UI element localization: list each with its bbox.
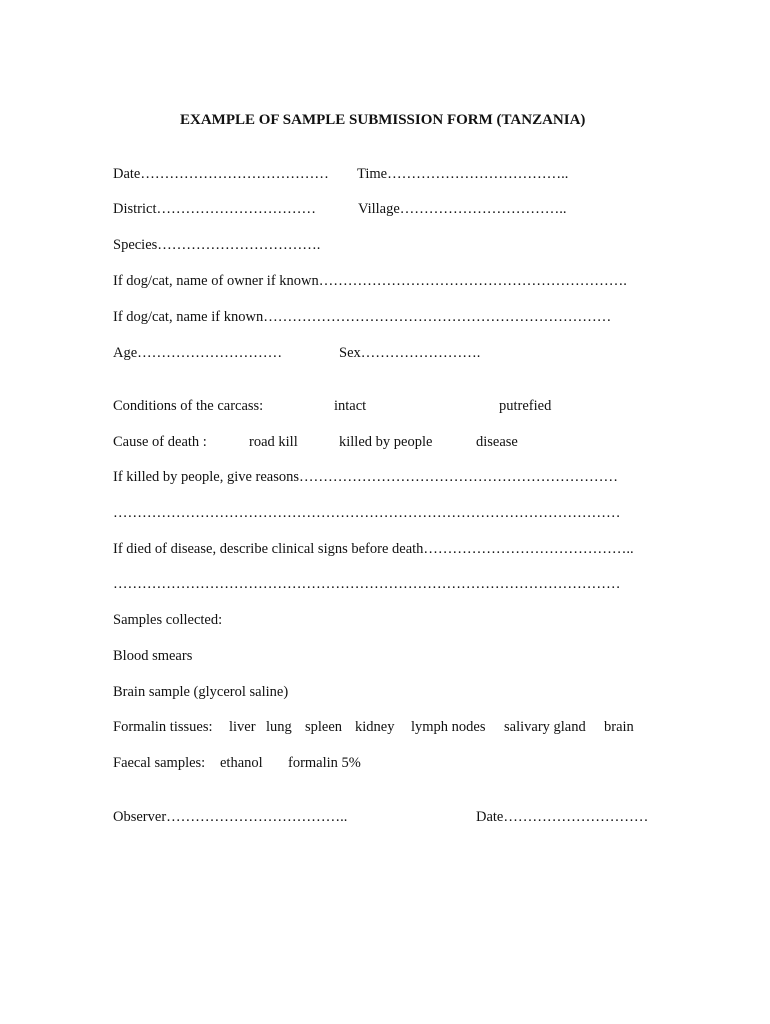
cause-of-death-label: Cause of death : <box>113 434 207 450</box>
cause-option-road-kill[interactable]: road kill <box>249 434 298 450</box>
carcass-option-putrefied[interactable]: putrefied <box>499 398 552 414</box>
district-field[interactable]: District…………………………… <box>113 201 316 217</box>
formalin-option-salivary-gland[interactable]: salivary gland <box>504 719 586 735</box>
species-field[interactable]: Species……………………………. <box>113 237 321 253</box>
animal-name-field[interactable]: If dog/cat, name if known……………………………………………………………… <box>113 309 612 325</box>
carcass-option-intact[interactable]: intact <box>334 398 367 414</box>
formalin-option-liver[interactable]: liver <box>229 719 256 735</box>
owner-name-field[interactable]: If dog/cat, name of owner if known………………………………………………………. <box>113 273 627 289</box>
cause-option-killed-by-people[interactable]: killed by people <box>339 434 433 450</box>
formalin-option-lymph-nodes[interactable]: lymph nodes <box>411 719 486 735</box>
sample-brain[interactable]: Brain sample (glycerol saline) <box>113 684 289 700</box>
faecal-option-formalin[interactable]: formalin 5% <box>288 755 361 771</box>
age-field[interactable]: Age………………………… <box>113 345 283 361</box>
formalin-option-brain[interactable]: brain <box>604 719 634 735</box>
cause-option-disease[interactable]: disease <box>476 434 518 450</box>
killed-reasons-field[interactable]: If killed by people, give reasons………………………………………………………… <box>113 469 619 485</box>
formalin-tissues-label: Formalin tissues: <box>113 719 213 735</box>
formalin-option-lung[interactable]: lung <box>266 719 292 735</box>
samples-collected-label: Samples collected: <box>113 612 223 628</box>
faecal-samples-label: Faecal samples: <box>113 755 206 771</box>
village-field[interactable]: Village…………………………….. <box>358 201 567 217</box>
observer-date-field[interactable]: Date………………………… <box>476 809 649 825</box>
carcass-condition-label: Conditions of the carcass: <box>113 398 264 414</box>
clinical-signs-continuation[interactable]: …………………………………………………………………………………………… <box>113 576 621 592</box>
faecal-option-ethanol[interactable]: ethanol <box>220 755 263 771</box>
clinical-signs-field[interactable]: If died of disease, describe clinical signs before death…………………………………….. <box>113 541 634 557</box>
observer-field[interactable]: Observer……………………………….. <box>113 809 348 825</box>
time-field[interactable]: Time……………………………….. <box>357 166 569 182</box>
formalin-option-spleen[interactable]: spleen <box>305 719 343 735</box>
sex-field[interactable]: Sex……………………. <box>339 345 481 361</box>
date-field[interactable]: Date………………………………… <box>113 166 329 182</box>
form-title: EXAMPLE OF SAMPLE SUBMISSION FORM (TANZANIA) <box>180 112 586 128</box>
formalin-option-kidney[interactable]: kidney <box>355 719 395 735</box>
killed-reasons-continuation[interactable]: …………………………………………………………………………………………… <box>113 505 621 521</box>
sample-blood-smears[interactable]: Blood smears <box>113 648 193 664</box>
